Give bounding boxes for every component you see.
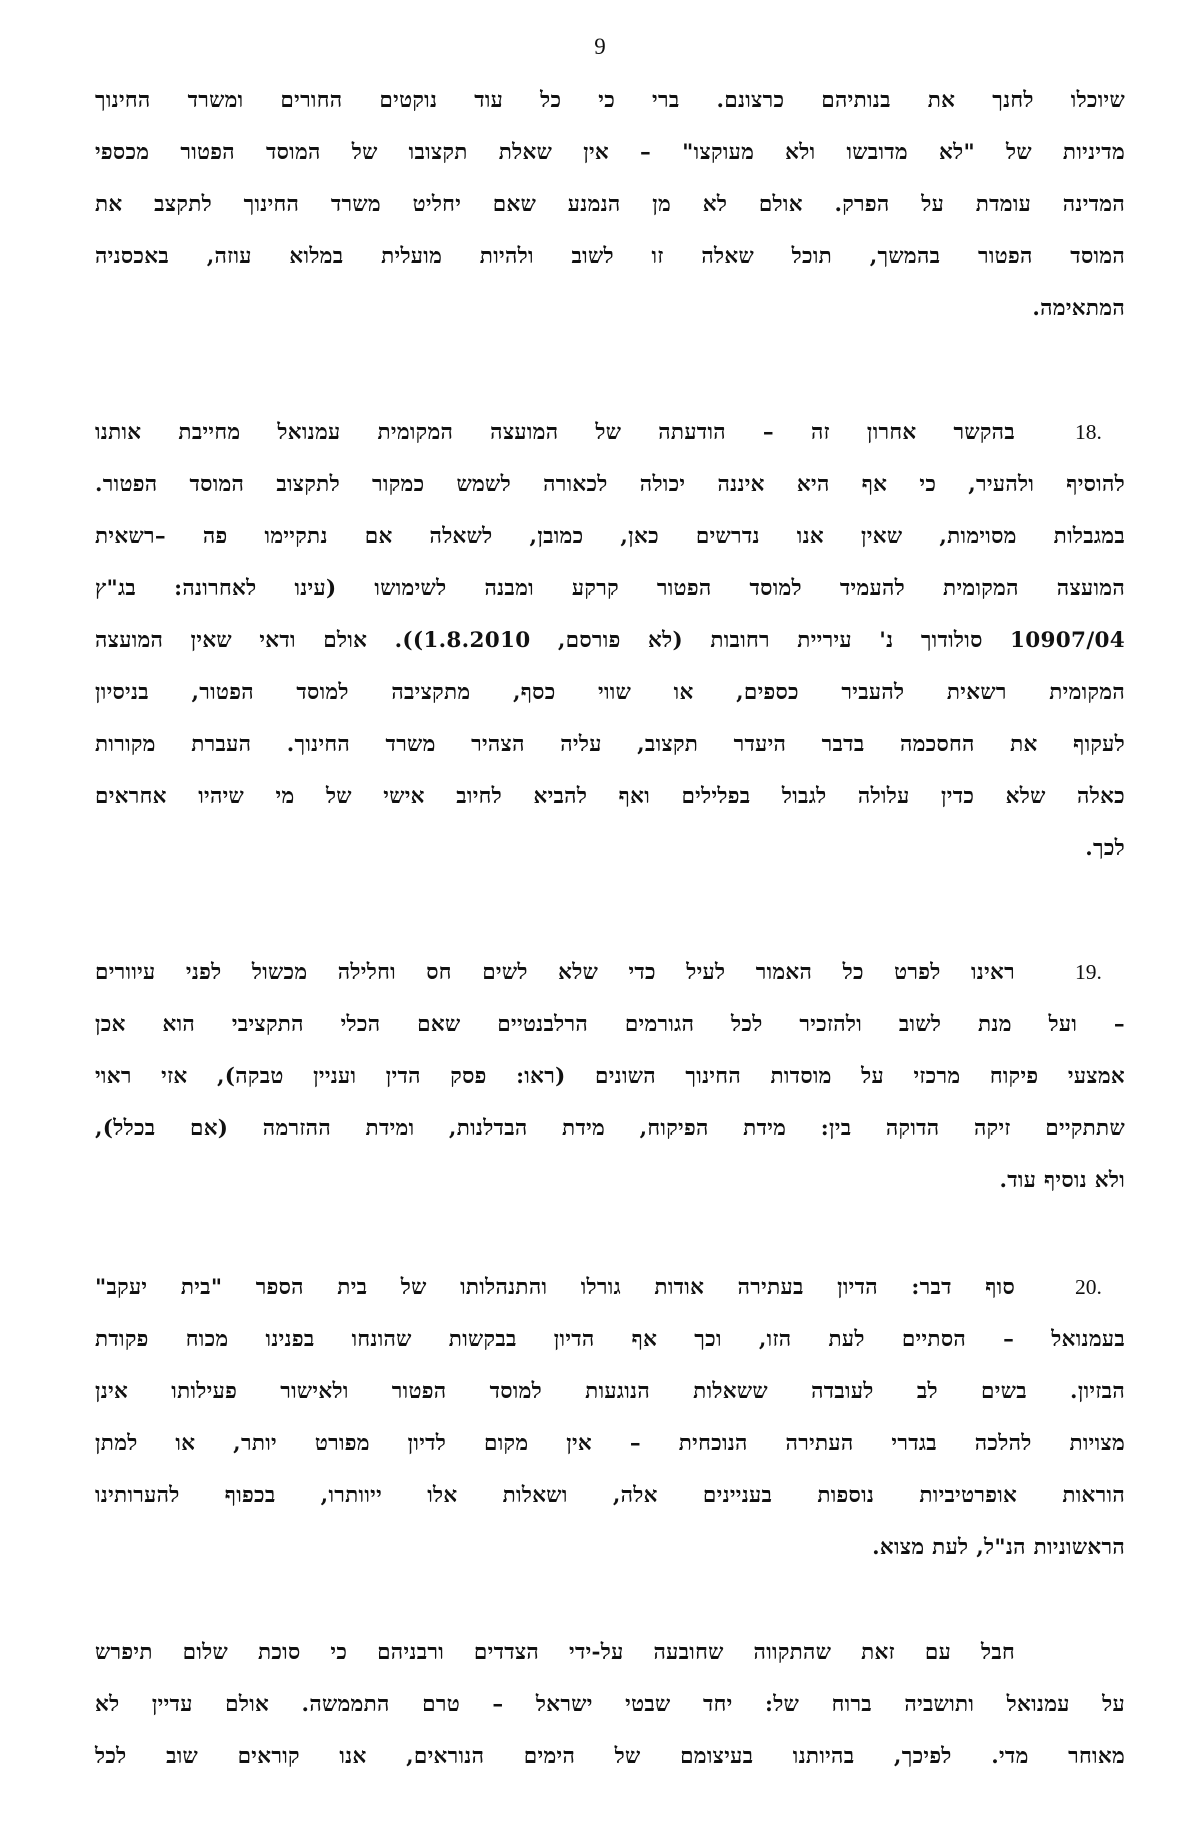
paragraph-line: המדינה עומדת על הפרק. אולם לא מן הנמנע שאם יחליט משרד החינוך לתקצב את — [95, 192, 1125, 217]
paragraph-line: לעקוף את החסכמה בדבר היעדר תקצוב, עליה הצהיר משרד החינוך. העברת מקורות — [95, 732, 1125, 757]
paragraph-line: המועצה המקומית להעמיד למוסד הפטור קרקע ומבנה לשימושו (עינו לאחרונה: בג"ץ — [95, 576, 1125, 601]
paragraph-line: כאלה שלא כדין עלולה לגבול בפלילים ואף להביא לחיוב אישי של מי שיהיו אחראים — [95, 784, 1125, 809]
paragraph-line: מאוחר מדי. לפיכך, בהיותנו בעיצומם של הימים הנוראים, אנו קוראים שוב לכל — [95, 1744, 1125, 1769]
paragraph-line: ראינו לפרט כל האמור לעיל כדי שלא לשים חס וחלילה מכשול לפני עיוורים — [95, 960, 1015, 985]
paragraph-number: 19. — [1075, 960, 1102, 984]
paragraph-line: המתאימה. — [1032, 296, 1125, 321]
paragraph-line: שיוכלו לחנך את בנותיהם כרצונם. ברי כי כל עוד נוקטים החורים ומשרד החינוך — [95, 88, 1125, 113]
paragraph-line: להוסיף ולהעיר, כי אף היא איננה יכולה לכאורה לשמש כמקור לתקצוב המוסד הפטור. — [95, 472, 1125, 497]
paragraph-line: הוראות אופרטיביות נוספות בעניינים אלה, ושאלות אלו ייוותרו, בכפוף להערותינו — [95, 1483, 1125, 1508]
paragraph-line: המקומית רשאית להעביר כספים, או שווי כסף, מתקציבה למוסד הפטור, בניסיון — [95, 680, 1125, 705]
paragraph-line: מצויות להלכה בגדרי העתירה הנוכחית – אין מקום לדיון מפורט יותר, או למתן — [95, 1431, 1125, 1456]
paragraph-line: 10907/04 סולודוך נ' עיריית רחובות (לא פורסם, 1.8.2010)). אולם ודאי שאין המועצה — [95, 628, 1125, 653]
paragraph-number: 20. — [1075, 1275, 1102, 1299]
paragraph-line: מדיניות של "לא מדובשו ולא מעוקצו" – אין שאלת תקצובו של המוסד הפטור מכספי — [95, 140, 1125, 165]
paragraph-number: 18. — [1075, 420, 1102, 444]
paragraph-line: המוסד הפטור בהמשך, תוכל שאלה זו לשוב ולהיות מועלית במלוא עוזה, באכסניה — [95, 244, 1125, 269]
paragraph-line: חבל עם זאת שהתקווה שחובעה על-ידי הצדדים ורבניהם כי סוכת שלום תיפרש — [95, 1640, 1015, 1665]
paragraph-line: לכך. — [1085, 836, 1125, 861]
paragraph-line: בעמנואל – הסתיים לעת הזו, וכך אף הדיון בבקשות שהונחו בפנינו מכוח פקודת — [95, 1327, 1125, 1352]
paragraph-line: הראשוניות הנ"ל, לעת מצוא. — [872, 1535, 1125, 1560]
paragraph-line: בהקשר אחרון זה – הודעתה של המועצה המקומית עמנואל מחייבת אותנו — [95, 420, 1015, 445]
paragraph-line: ולא נוסיף עוד. — [999, 1168, 1125, 1193]
paragraph-line: – ועל מנת לשוב ולהזכיר לכל הגורמים הרלבנטיים שאם הכלי התקציבי הוא אכן — [95, 1012, 1125, 1037]
paragraph-line: הבזיון. בשים לב לעובדה ששאלות הנוגעות למוסד הפטור ולאישור פעילותו אינן — [95, 1379, 1125, 1404]
paragraph-line: אמצעי פיקוח מרכזי על מוסדות החינוך השונים (ראו: פסק הדין ועניין טבקה), אזי ראוי — [95, 1064, 1125, 1089]
paragraph-line: על עמנואל ותושביה ברוח של: יחד שבטי ישראל – טרם התממשה. אולם עדיין לא — [95, 1692, 1125, 1717]
page-number: 9 — [594, 34, 606, 59]
paragraph-line: סוף דבר: הדיון בעתירה אודות גורלו והתנהלותו של בית הספר "בית יעקב" — [95, 1275, 1015, 1300]
paragraph-line: שתתקיים זיקה הדוקה בין: מידת הפיקוח, מידת הבדלנות, ומידת ההזרמה (אם בכלל), — [95, 1116, 1125, 1141]
paragraph-line: במגבלות מסוימות, שאין אנו נדרשים כאן, כמובן, לשאלה אם נתקיימו פה –רשאית — [95, 524, 1125, 549]
